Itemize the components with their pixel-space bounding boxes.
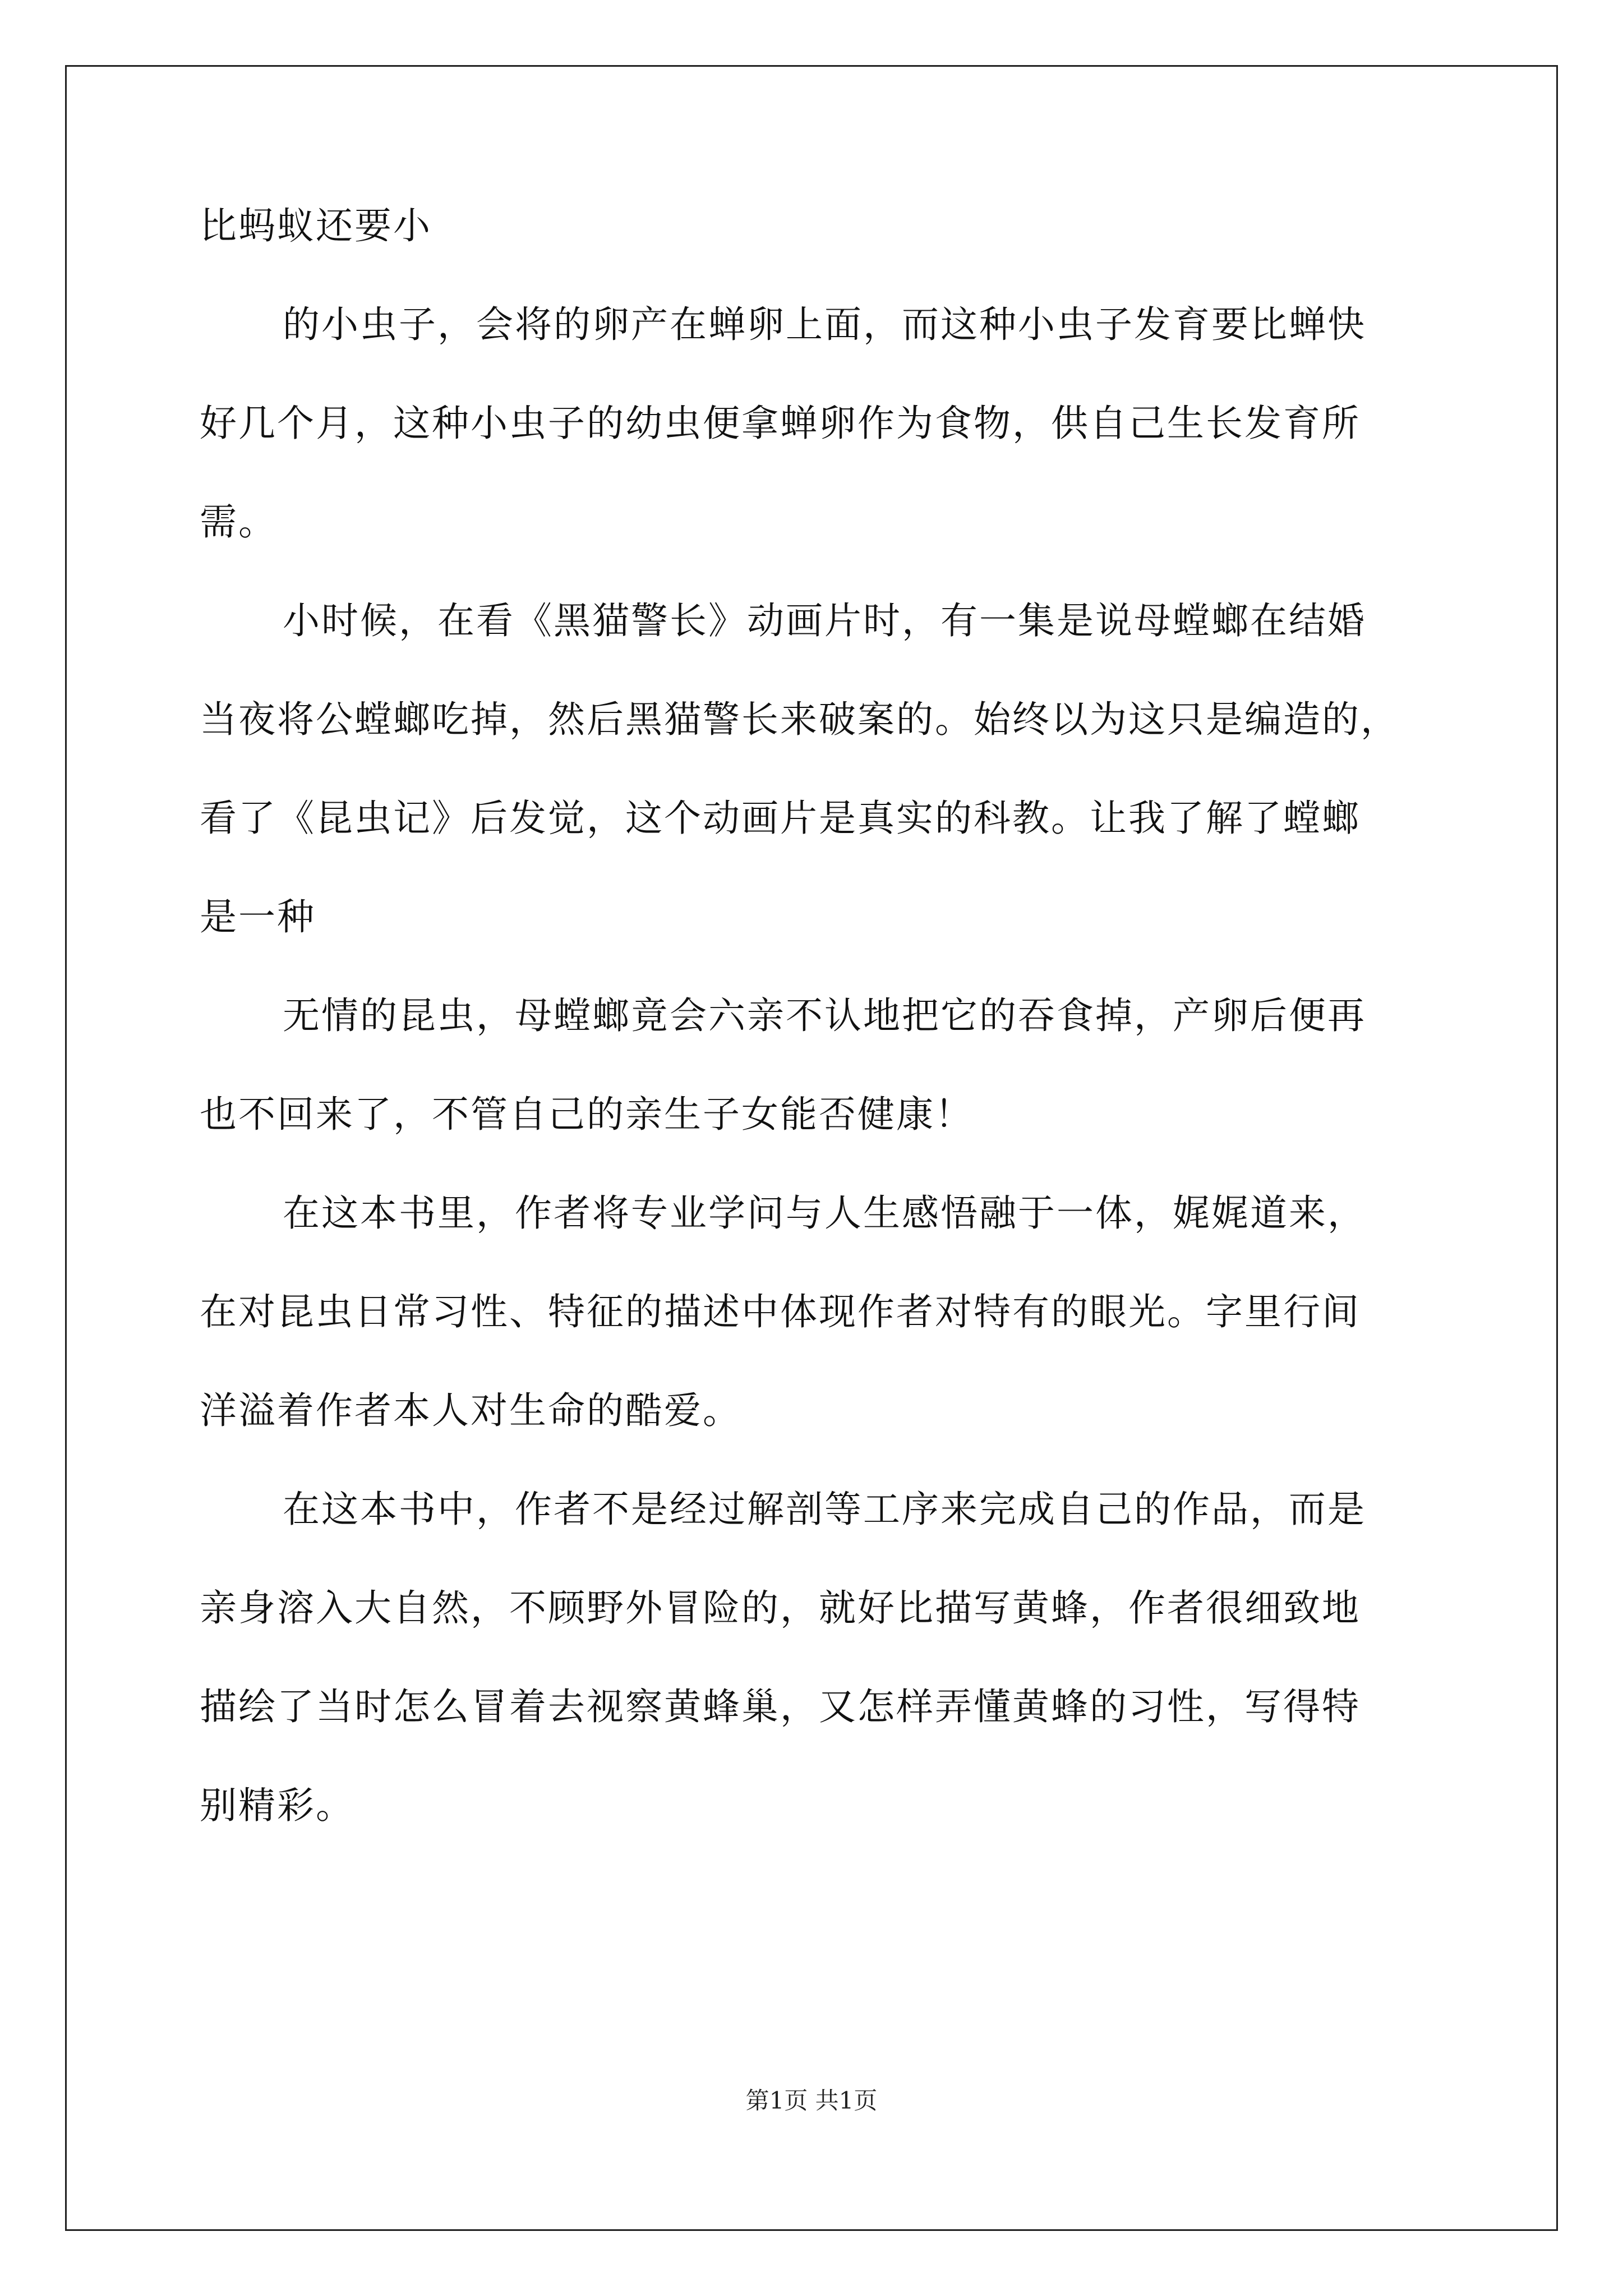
- page-number-footer: 第1页 共1页: [745, 2087, 878, 2114]
- paragraph-5-line-1: 在这本书里，作者将专业学问与人生感悟融于一体，娓娓道来，: [283, 1191, 1366, 1235]
- paragraph-6-line-1: 在这本书中，作者不是经过解剖等工序来完成自己的作品，而是: [283, 1488, 1366, 1531]
- paragraph-5-line-3: 洋溢着作者本人对生命的酷爱。: [200, 1389, 741, 1432]
- paragraph-6-line-3: 描绘了当时怎么冒着去视察黄蜂巢，又怎样弄懂黄蜂的习性，写得特: [200, 1685, 1361, 1728]
- paragraph-3-line-1: 小时候，在看《黑猫警长》动画片时，有一集是说母螳螂在结婚: [283, 599, 1366, 642]
- paragraph-3-line-3: 看了《昆虫记》后发觉，这个动画片是真实的科教。让我了解了螳螂: [200, 797, 1361, 840]
- paragraph-3-line-4: 是一种: [200, 895, 316, 938]
- paragraph-4-line-2: 也不回来了，不管自己的亲生子女能否健康！: [200, 1093, 974, 1136]
- paragraph-6-line-4: 别精彩。: [200, 1784, 354, 1827]
- paragraph-3-line-2: 当夜将公螳螂吃掉，然后黑猫警长来破案的。始终以为这只是编造的，: [200, 698, 1399, 741]
- page-border: [65, 65, 1558, 2231]
- paragraph-4-line-1: 无情的昆虫，母螳螂竟会六亲不认地把它的吞食掉，产卵后便再: [283, 994, 1366, 1037]
- paragraph-5-line-2: 在对昆虫日常习性、特征的描述中体现作者对特有的眼光。字里行间: [200, 1290, 1361, 1333]
- paragraph-2-line-1: 的小虫子，会将的卵产在蝉卵上面，而这种小虫子发育要比蝉快: [283, 303, 1366, 346]
- paragraph-1-line-1: 比蚂蚁还要小: [200, 204, 432, 247]
- paragraph-2-line-2: 好几个月，这种小虫子的幼虫便拿蝉卵作为食物，供自己生长发育所: [200, 402, 1361, 445]
- paragraph-6-line-2: 亲身溶入大自然，不顾野外冒险的，就好比描写黄蜂，作者很细致地: [200, 1586, 1361, 1630]
- paragraph-2-line-3: 需。: [200, 500, 277, 544]
